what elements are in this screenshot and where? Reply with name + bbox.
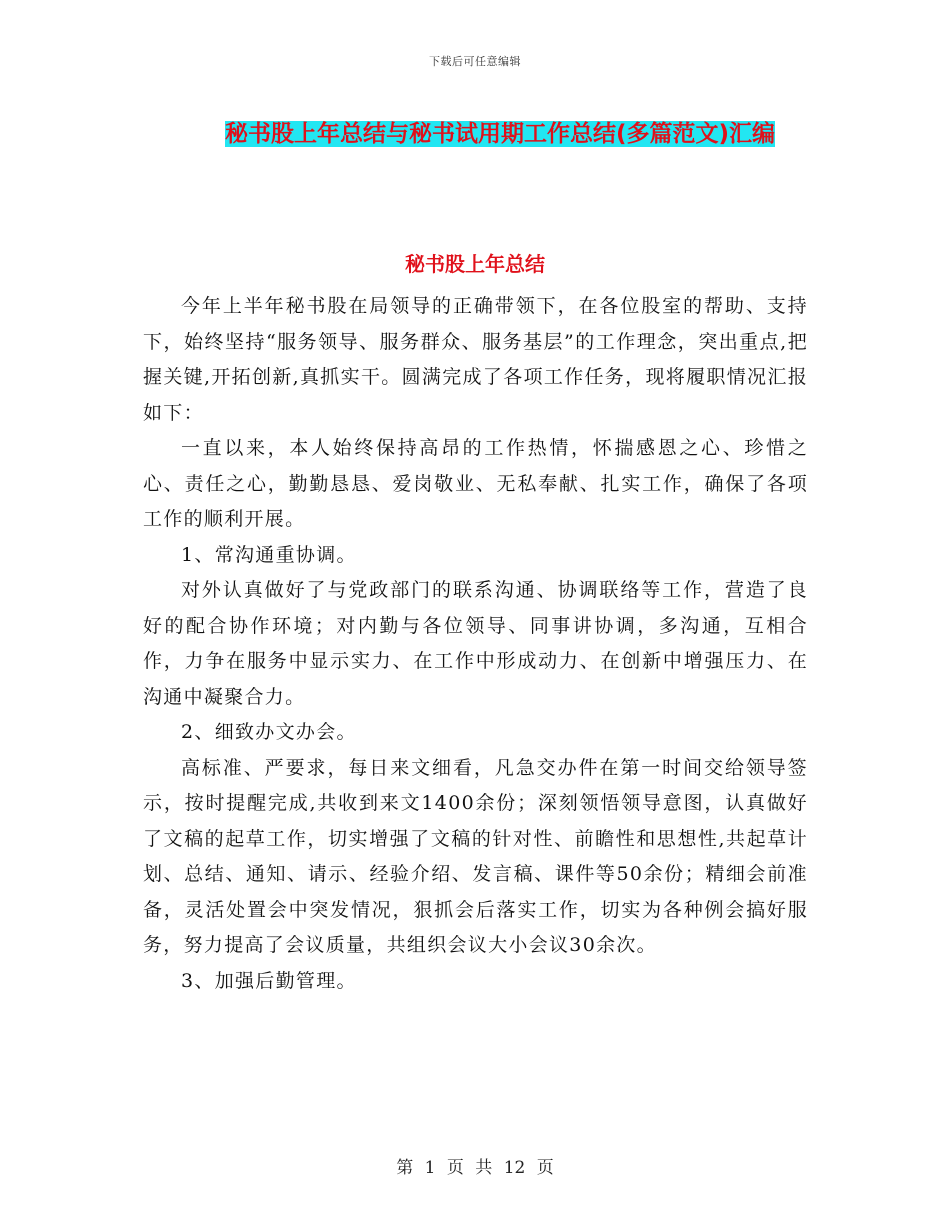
- paragraph: 高标准、严要求，每日来文细看，凡急交办件在第一时间交给领导签示，按时提醒完成,共收到来文1400余份；深刻领悟领导意图，认真做好了文稿的起草工作，切实增强了文稿的针对性、前瞻性和思想性,共起草计划、总结、通知、请示、经验介绍、发言稿、课件等50余份；精细会前准备，灵活处置会中突发情况，狠抓会后落实工作，切实为各种例会搞好服务，努力提高了会议质量，共组织会议大小会议30余次。: [143, 756, 808, 956]
- list-heading: 3、加强后勤管理。: [181, 969, 357, 992]
- document-body: [143, 289, 808, 999]
- paragraph: 今年上半年秘书股在局领导的正确带领下，在各位股室的帮助、支持下，始终坚持“服务领导、服务群众、服务基层”的工作理念，突出重点,把握关键,开拓创新,真抓实干。圆满完成了各项工作任务，现将履职情况汇报如下：: [143, 295, 808, 424]
- paragraph: 一直以来，本人始终保持高昂的工作热情，怀揣感恩之心、珍惜之心、责任之心，勤勤恳恳、爱岗敬业、无私奉献、扎实工作，确保了各项工作的顺利开展。: [143, 437, 808, 530]
- document-title: [190, 112, 810, 156]
- document-title-text: 秘书股上年总结与秘书试用期工作总结(多篇范文)汇编: [224, 121, 776, 147]
- paragraph: 对外认真做好了与党政部门的联系沟通、协调联络等工作，营造了良好的配合协作环境；对内勤与各位领导、同事讲协调，多沟通，互相合作，力争在服务中显示实力、在工作中形成动力、在创新中增强压力、在沟通中凝聚合力。: [143, 579, 808, 708]
- list-heading: 2、细致办文办会。: [181, 721, 357, 743]
- page-header-note: 下载后可任意编辑: [429, 55, 521, 68]
- section-title: 秘书股上年总结: [405, 252, 545, 276]
- list-heading: 1、常沟通重协调。: [181, 543, 357, 566]
- page-number: 第 1 页 共 12 页: [396, 1158, 554, 1178]
